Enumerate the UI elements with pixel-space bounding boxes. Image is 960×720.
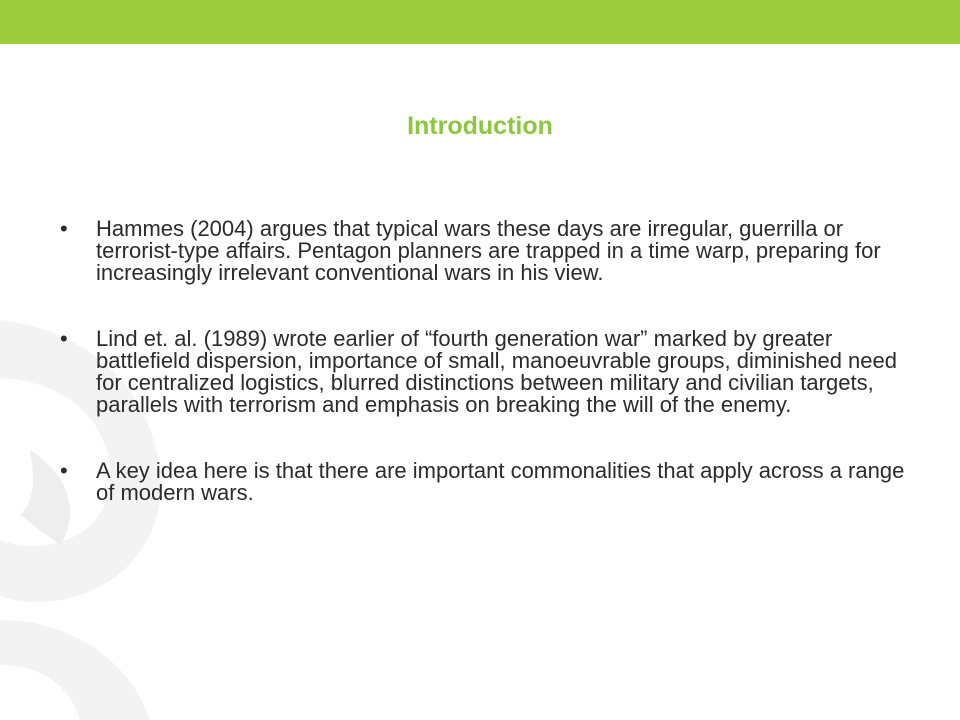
slide-title: Introduction <box>407 112 553 140</box>
bullet-item <box>60 218 920 284</box>
top-accent-bar <box>0 0 960 44</box>
bullet-text: Lind et. al. (1989) wrote earlier of “fourth generation war” marked by greater battlefield dispersion, importance of small, manoeuvrable groups, diminished need for centralized logistics, blurred distinctions between military and civilian targets, parallels with terrorism and emphasis on breaking the will of the enemy. <box>96 326 898 417</box>
bullet-text: A key idea here is that there are important commonalities that apply across a range of modern wars. <box>96 458 905 505</box>
bullet-text: Hammes (2004) argues that typical wars these days are irregular, guerrilla or terrorist-type affairs. Pentagon planners are trapped in a time warp, preparing for increasingly irrelevant conventional wars in his view. <box>96 216 881 285</box>
bullet-item <box>60 460 920 504</box>
bullet-dot-icon: • <box>60 216 68 241</box>
bullet-dot-icon: • <box>60 326 68 351</box>
bullet-item <box>60 328 920 416</box>
bullet-dot-icon: • <box>60 458 68 483</box>
bullet-list <box>60 218 920 504</box>
